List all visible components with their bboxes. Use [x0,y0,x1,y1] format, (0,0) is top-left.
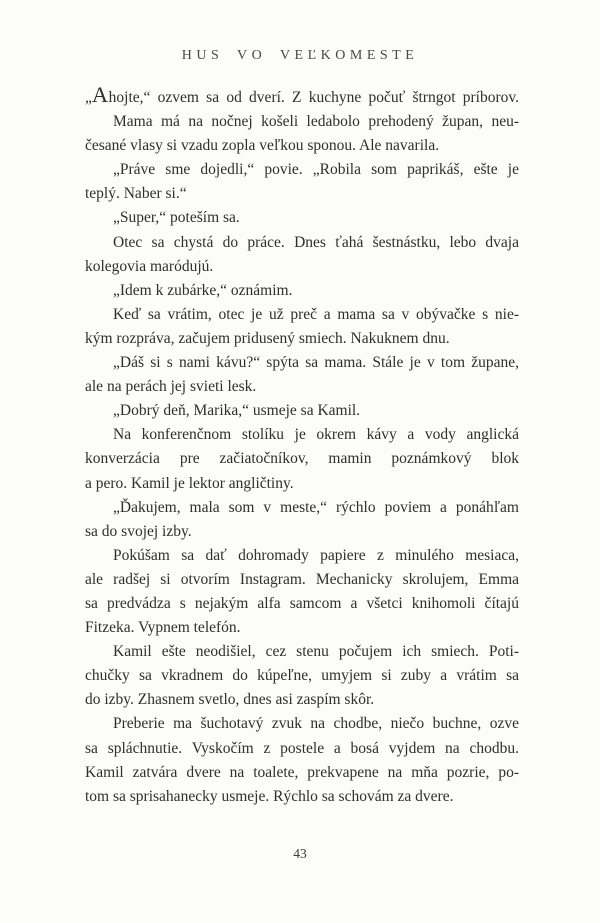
running-header: HUS VO VEĽKOMESTE [181,48,419,63]
paragraph [85,231,519,279]
text-line: česané vlasy si vzadu zopla veľkou sponou. Ale navarila. [85,137,440,155]
text-line: Pokúšam sa dať dohromady papiere z minulého mesiaca, [113,546,519,564]
paragraph [85,351,519,399]
text-line: „Práve sme dojedli,“ povie. „Robila som paprikáš, ešte je [113,161,519,179]
text-line: Fitzeka. Vypnem telefón. [85,619,241,637]
paragraph [85,544,519,640]
opening-quote: „ [85,89,92,106]
text-line: tom sa sprisahanecky usmeje. Rýchlo sa schovám za dvere. [85,787,454,805]
paragraph [85,303,519,351]
text-line: kolegovia maródujú. [85,257,214,275]
text-line: Preberie ma šuchotavý zvuk na chodbe, niečo buchne, ozve [113,715,519,733]
text-line: „Ďakujem, mala som v meste,“ rýchlo poviem a ponáhľam [113,498,519,516]
text-line: ale na perách jej svieti lesk. [85,378,257,396]
text-line: „Super,“ poteším sa. [113,209,240,227]
raised-initial-letter: A [91,82,109,107]
text-line: kým rozpráva, začujem pridusený smiech. Nakuknem dnu. [85,329,450,347]
text-line: Na konferenčnom stolíku je okrem kávy a vody anglická [113,426,519,444]
paragraph [85,423,519,495]
text-line: Kamil ešte neodišiel, cez stenu počujem ich smiech. Poti- [113,643,519,661]
text-line: Mama má na nočnej košeli ledabolo prehodený župan, neu- [113,113,519,131]
text-line: „Dobrý deň, Marika,“ usmeje sa Kamil. [113,402,361,420]
page-body [85,82,519,809]
paragraph [85,82,519,110]
text-line: ale radšej si otvorím Instagram. Mechanicky skrolujem, Emma [85,570,519,588]
paragraph [85,279,519,303]
text-line [85,82,519,110]
line-text: hojte,“ ozvem sa od dverí. Z kuchyne počuť štrngot príborov. [108,89,519,106]
text-line: konverzácia pre začiatočníkov, mamin poznámkový blok [85,450,519,468]
text-line: sa spláchnutie. Vyskočím z postele a bosá vyjdem na chodbu. [85,739,519,757]
text-line: do izby. Zhasnem svetlo, dnes asi zaspím skôr. [85,691,375,709]
text-line: „Idem k zubárke,“ oznámim. [113,281,293,299]
paragraph [85,206,519,230]
text-line: teplý. Naber si.“ [85,185,187,203]
paragraph [85,496,519,544]
text-line: chučky sa vkradnem do kúpeľne, umyjem si zuby a vrátim sa [85,667,519,685]
text-line: „Dáš si s nami kávu?“ spýta sa mama. Stále je v tom župane, [113,354,519,372]
paragraph [85,110,519,158]
paragraph [85,712,519,808]
text-line: Otec sa chystá do práce. Dnes ťahá šestnástku, lebo dvaja [113,233,519,251]
page-number: 43 [293,846,307,861]
paragraph [85,640,519,712]
text-line: sa predvádza s nejakým alfa samcom a všetci knihomoli čítajú [85,594,519,612]
text-line: Keď sa vrátim, otec je už preč a mama sa v obývačke s nie- [113,305,519,323]
text-line: a pero. Kamil je lektor angličtiny. [85,474,294,492]
paragraph [85,399,519,423]
text-line: sa do svojej izby. [85,522,192,540]
paragraph [85,158,519,206]
text-line: Kamil zatvára dvere na toalete, prekvapene na mňa pozrie, po- [85,763,519,781]
